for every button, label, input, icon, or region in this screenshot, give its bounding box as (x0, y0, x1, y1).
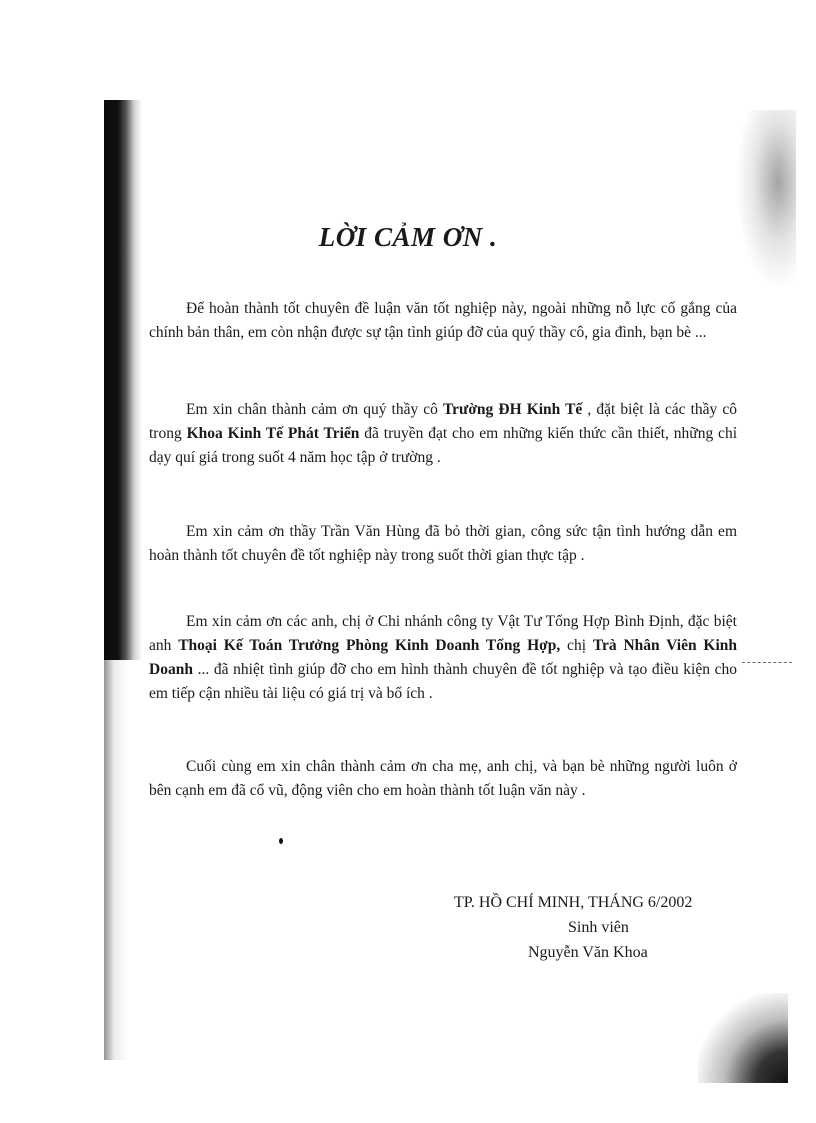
scan-shadow-left (104, 100, 142, 660)
paragraph-1 (149, 297, 737, 345)
page-title: LỜI CẢM ƠN . (318, 222, 498, 252)
scan-mark-dash (742, 662, 792, 663)
scan-smudge-corner (698, 993, 788, 1083)
paragraph-4-text-a: Em xin cảm ơn các anh, chị ở Chi nhánh công ty Vật Tư Tổng Hợp Bình Định, đặc biệt anh (149, 613, 737, 654)
place-date: TP. HỒ CHÍ MINH, THÁNG 6/2002 (454, 894, 693, 911)
paragraph-2-text-a: Em xin chân thành cảm ơn quý thầy cô (186, 401, 443, 418)
paragraph-3-text: Em xin cảm ơn thầy Trần Văn Hùng đã bỏ thời gian, công sức tận tình hướng dẫn em hoàn thành tốt chuyên đề tốt nghiệp này trong suốt thời gian thực tập . (149, 523, 737, 564)
signature-role: Sinh viên (568, 919, 629, 936)
paragraph-5-text: Cuối cùng em xin chân thành cảm ơn cha mẹ, anh chị, và bạn bè những người luôn ở bên cạnh em đã cổ vũ, động viên cho em hoàn thành tốt luận văn này . (149, 758, 737, 799)
paragraph-4 (149, 610, 737, 706)
mentor-name-1: Thoại Kế Toán Trưởng Phòng Kinh Doanh Tổng Hợp, (178, 637, 561, 654)
ink-dot (279, 838, 283, 844)
paragraph-2 (149, 398, 737, 470)
school-name: Trường ĐH Kinh Tế (442, 401, 583, 418)
paragraph-1-text: Để hoàn thành tốt chuyên đề luận văn tốt nghiệp này, ngoài những nỗ lực cố gắng của chính bản thân, em còn nhận được sự tận tình giúp đỡ của quý thầy cô, gia đình, bạn bè ... (149, 300, 737, 341)
paragraph-2-text-c: , đặt biệt là các thầy cô trong (149, 401, 737, 442)
paragraph-4-text-c: chị (560, 637, 593, 654)
paragraph-5 (149, 755, 737, 803)
paragraph-4-text-e: ... đã nhiệt tình giúp đỡ cho em hình thành chuyên đề tốt nghiệp và tạo điều kiện cho em tiếp cận nhiều tài liệu có giá trị và bổ ích . (149, 661, 737, 702)
mentor-name-2: Trà Nhân Viên Kinh Doanh (149, 637, 737, 678)
faculty-name: Khoa Kinh Tế Phát Triển (186, 425, 360, 442)
paragraph-3 (149, 520, 737, 568)
paragraph-2-text-e: đã truyền đạt cho em những kiến thức cần thiết, những chỉ dạy quí giá trong suốt 4 năm học tập ở trường . (149, 425, 737, 466)
signature-name: Nguyễn Văn Khoa (528, 944, 648, 961)
scan-smudge-right (736, 110, 796, 290)
scan-shadow-left-lower (104, 660, 128, 1060)
